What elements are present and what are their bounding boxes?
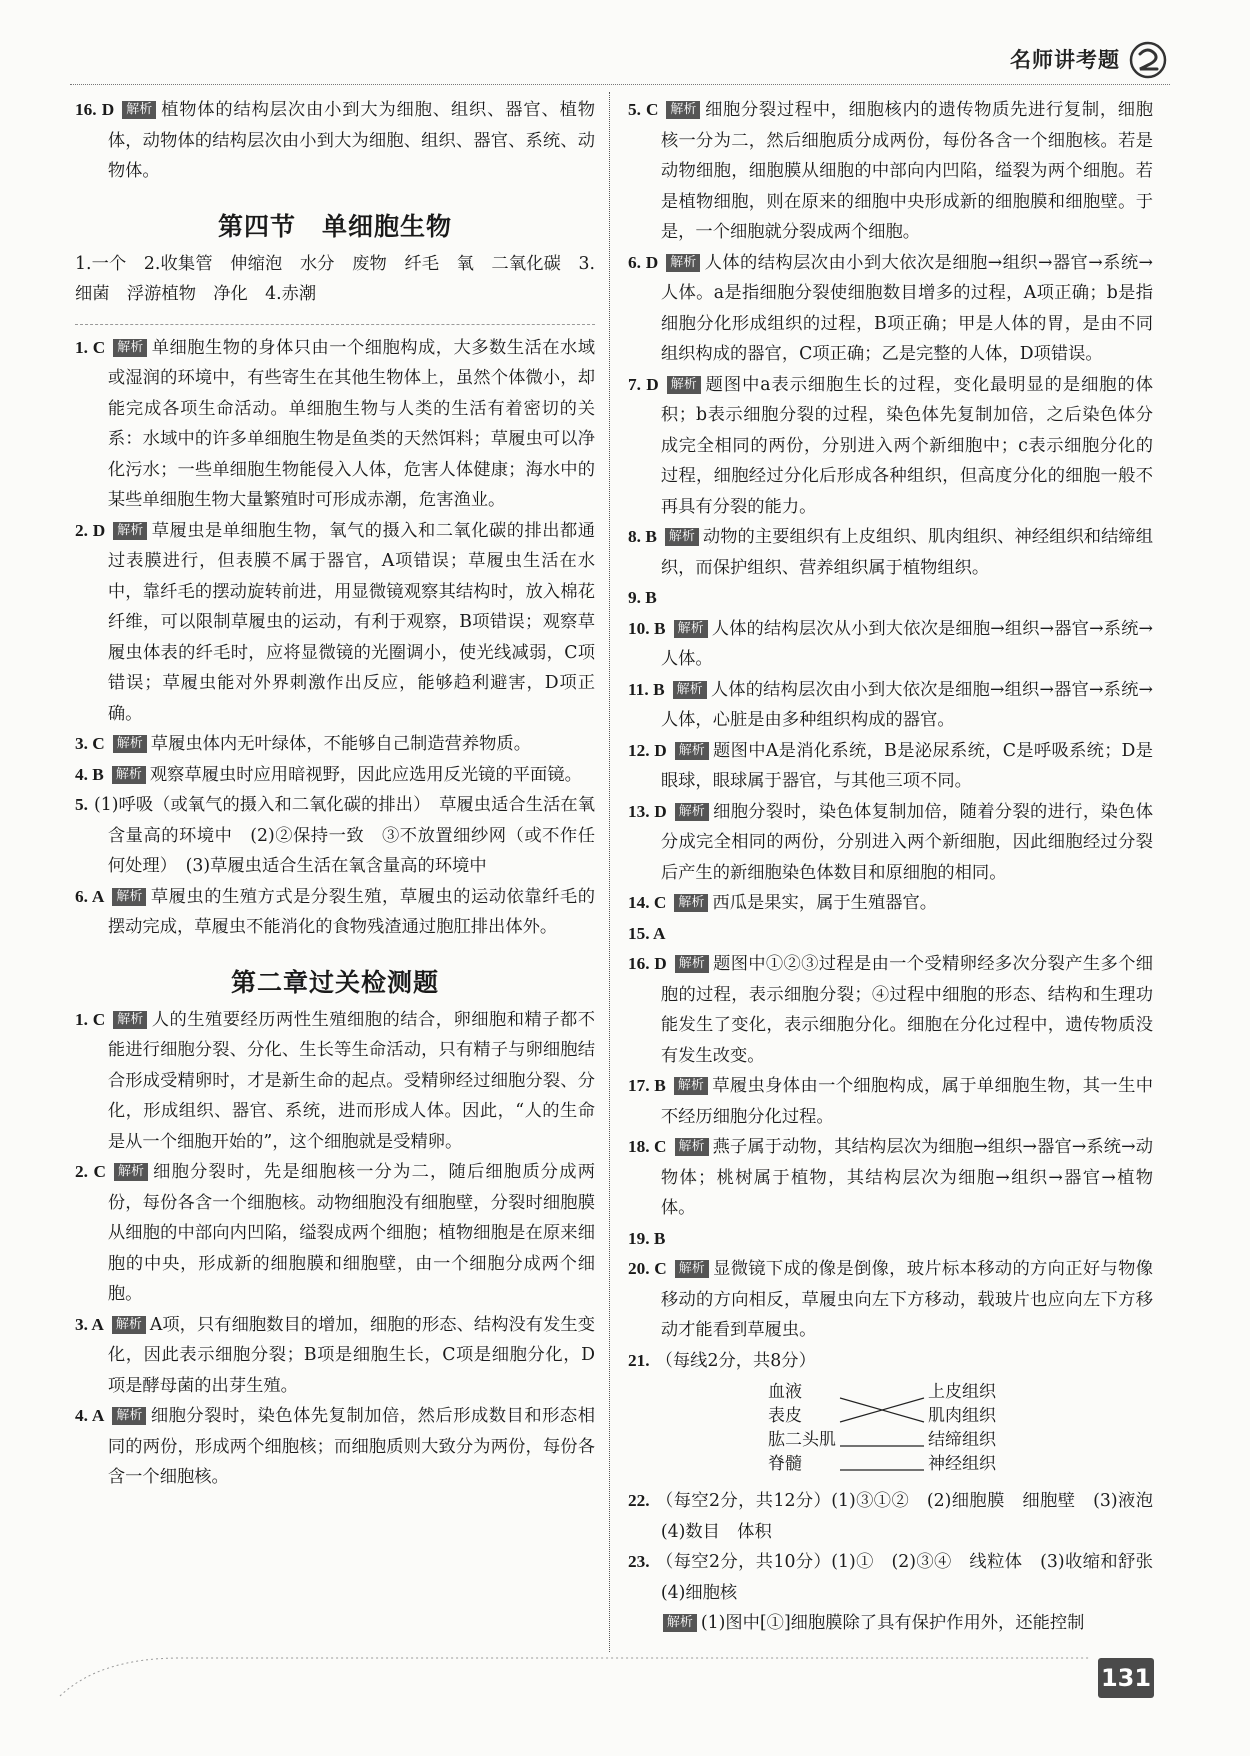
- analysis-tag: 解析: [675, 742, 709, 760]
- column-divider: [609, 92, 610, 1652]
- answer-item: 15. A: [628, 923, 666, 943]
- header-rule: [70, 84, 1170, 85]
- answer-item: 6. D 解析 人体的结构层次由小到大依次是细胞→组织→器官→系统→人体。a是指细胞分裂使细胞数目增多的过程，A项正确；b是指细胞分化形成组织的过程，B项正确；甲是人体的胃，是由不同组织构成的器官，C项正确；乙是完整的人体，D项错误。: [628, 252, 1154, 364]
- answer-item: 19. B: [628, 1228, 666, 1248]
- analysis-tag: 解析: [113, 522, 147, 540]
- analysis-tag: 解析: [675, 1138, 709, 1156]
- section-title: 第四节 单细胞生物: [217, 211, 452, 241]
- answer-item: 8. B 解析 动物的主要组织有上皮组织、肌肉组织、神经组织和结缔组织，而保护组织、营养组织属于植物组织。: [628, 527, 1153, 578]
- answer-item: 2. D 解析 草履虫是单细胞生物，氧气的摄入和二氧化碳的排出都通过表膜进行，但表膜不属于器官，A项错误；草履虫生活在水中，靠纤毛的摆动旋转前进，用显微镜观察其结构时，放入棉花纤维，可以限制草履虫的运动，有利于观察，B项错误；观察草履虫体表的纤毛时，应将显微镜的光圈调小，使光线减弱，C项错误；草履虫能对外界刺激作出反应，能够趋利避害，D项正确。: [75, 520, 595, 724]
- dashed-separator: [75, 324, 595, 325]
- analysis-tag: 解析: [122, 101, 156, 119]
- answer-item: 6. A 解析 草履虫的生殖方式是分裂生殖，草履虫的运动依靠纤毛的摆动完成，草履虫不能消化的食物残渣通过胞肛排出体外。: [75, 886, 595, 937]
- answer-item: 7. D 解析 题图中a表示细胞生长的过程，变化最明显的是细胞的体积；b表示细胞分裂的过程，染色体先复制加倍，之后染色体分成完全相同的两份，分别进入两个新细胞中；c表示细胞分化的过程，细胞经过分化后形成各种组织，但高度分化的细胞一般不再具有分裂的能力。: [628, 374, 1153, 517]
- analysis-tag: 解析: [113, 735, 147, 753]
- analysis-tag: 解析: [674, 1077, 708, 1095]
- answer-item: 17. B 解析 草履虫身体由一个细胞构成，属于单细胞生物，其一生中不经历细胞分化过程。: [628, 1076, 1153, 1127]
- analysis-tag: 解析: [674, 894, 708, 912]
- analysis-tag: 解析: [112, 766, 146, 784]
- page-number: 131: [1098, 1658, 1154, 1698]
- answer-item: 5. C 解析 细胞分裂过程中，细胞核内的遗传物质先进行复制，细胞核一分为二，然后细胞质分成两份，每份各含一个细胞核。若是动物细胞，细胞膜从细胞的中部向内凹陷，缢裂为两个细胞。若是植物细胞，则在原来的细胞中央形成新的细胞膜和细胞壁。于是，一个细胞就分裂成两个细胞。: [628, 100, 1153, 242]
- answer-item: 9. B: [628, 588, 657, 607]
- answer-item: 10. B 解析 人体的结构层次从小到大依次是细胞→组织→器官→系统→人体。: [628, 618, 1153, 669]
- answer-item: 4. B 解析 观察草履虫时应用暗视野，因此应选用反光镜的平面镜。: [75, 764, 582, 785]
- analysis-line: 解析 (1)图中[①]细胞膜除了具有保护作用外，还能控制: [628, 1608, 1153, 1639]
- answer-item: 16. D 解析 植物体的结构层次由小到大为细胞、组织、器官、植物体，动物体的结构层次由小到大为细胞、组织、器官、系统、动物体。: [75, 100, 595, 181]
- answer-item: 18. C 解析 燕子属于动物，其结构层次为细胞→组织→器官→系统→动物体；桃树属于植物，其结构层次为细胞→组织→器官→植物体。: [628, 1137, 1154, 1218]
- answer-item: 11. B 解析 人体的结构层次由小到大依次是细胞→组织→器官→系统→人体，心脏是由多种组织构成的器官。: [628, 679, 1154, 730]
- left-column: [75, 95, 595, 1676]
- answer-item: 3. A 解析 A项，只有细胞数目的增加，细胞的形态、结构没有发生变化，因此表示细胞分裂；B项是细胞生长，C项是细胞分化，D项是酵母菌的出芽生殖。: [75, 1314, 596, 1396]
- answer-item: 4. A 解析 细胞分裂时，染色体先复制加倍，然后形成数目和形态相同的两份，形成两个细胞核；而细胞质则大致分为两份，每份各含一个细胞核。: [75, 1406, 595, 1487]
- analysis-tag: 解析: [673, 681, 707, 699]
- matching-diagram: [628, 1378, 1153, 1486]
- analysis-tag: 解析: [667, 376, 701, 394]
- footer-decoration: [60, 1656, 1160, 1696]
- analysis-tag: 解析: [112, 888, 146, 906]
- answer-item: 3. C 解析 草履虫体内无叶绿体，不能够自己制造营养物质。: [75, 734, 531, 754]
- analysis-tag: 解析: [112, 1316, 146, 1334]
- answer-item: 1. C 解析 人的生殖要经历两性生殖细胞的结合，卵细胞和精子都不能进行细胞分裂、分化、生长等生命活动，只有精子与卵细胞结合形成受精卵时，才是新生命的起点。受精卵经过细胞分裂、分化，形成组织、器官、系统，进而形成人体。因此，“人的生命是从一个细胞开始的”，这个细胞就是受精卵。: [75, 1009, 595, 1152]
- match-right-list: 上皮组织 肌肉组织 结缔组织 神经组织: [928, 1382, 996, 1474]
- chapter-title: 第二章过关检测题: [230, 967, 439, 997]
- analysis-tag: 解析: [112, 1407, 146, 1425]
- answer-item: 12. D 解析 题图中A是消化系统，B是泌尿系统，C是呼吸系统；D是眼球，眼球属于器官，与其他三项不同。: [628, 740, 1153, 791]
- answer-item: 14. C 解析 西瓜是果实，属于生殖器官。: [628, 893, 938, 913]
- analysis-tag: 解析: [113, 1011, 147, 1029]
- answer-item: 22. （每空2分，共12分）(1)③①② (2)细胞膜 细胞壁 (3)液泡 (4)数目 体积: [628, 1491, 1171, 1542]
- analysis-tag: 解析: [666, 254, 700, 272]
- analysis-tag: 解析: [674, 620, 708, 638]
- analysis-tag: 解析: [675, 955, 709, 973]
- answer-item: 16. D 解析 题图中①②③过程是由一个受精卵经多次分裂产生多个细胞的过程，表示细胞分裂；④过程中细胞的形态、结构和生理功能发生了变化，表示细胞分化。细胞在分化过程中，遗传物质没有发生改变。: [628, 954, 1153, 1066]
- brand-title: 名师讲考题: [1010, 48, 1120, 72]
- analysis-tag: 解析: [675, 1260, 709, 1278]
- answer-item: 1. C 解析 单细胞生物的身体只由一个细胞构成，大多数生活在水域或湿润的环境中，有些寄生在其他生物体上，虽然个体微小，却能完成各项生命活动。单细胞生物与人类的生活有着密切的关系：水域中的许多单细胞生物是鱼类的天然饵料；草履虫可以净化污水；一些单细胞生物能侵入人体，危害人体健康；海水中的某些单细胞生物大量繁殖时可形成赤潮，危害渔业。: [75, 337, 595, 510]
- brand-logo-icon: [1126, 38, 1170, 82]
- right-column: [628, 95, 1171, 1676]
- match-lines: [838, 1386, 928, 1486]
- answer-item: 5. (1)呼吸（或氧气的摄入和二氧化碳的排出） 草履虫适合生活在氧含量高的环境中 (2)②保持一致 ③不放置细纱网（或不作任何处理） (3)草履虫适合生活在氧含量高的环境中: [75, 795, 595, 876]
- answer-item: 2. C 解析 细胞分裂时，先是细胞核一分为二，随后细胞质分成两份，每份各含一个细胞核。动物细胞没有细胞壁，分裂时细胞膜从细胞的中部向内凹陷，缢裂成两个细胞；植物细胞是在原来细胞的中央，形成新的细胞膜和细胞壁，由一个细胞分成两个细胞。: [75, 1162, 595, 1304]
- match-left-list: 血液 表皮 肱二头肌 脊髓: [768, 1382, 836, 1474]
- analysis-tag: 解析: [114, 1163, 148, 1181]
- header: [70, 40, 1170, 85]
- analysis-tag: 解析: [663, 1614, 697, 1632]
- answer-item: 23. （每空2分，共10分）(1)① (2)③④ 线粒体 (3)收缩和舒张 (4)细胞核: [628, 1552, 1171, 1603]
- analysis-tag: 解析: [665, 528, 699, 546]
- fill-answers: 1.一个 2.收集管 伸缩泡 水分 废物 纤毛 氧 二氧化碳 3.细菌 浮游植物 净化 4.赤潮: [75, 253, 595, 304]
- analysis-tag: 解析: [666, 101, 700, 119]
- answer-item: 20. C 解析 显微镜下成的像是倒像，玻片标本移动的方向正好与物像移动的方向相反，草履虫向左下方移动，载玻片也应向左下方移动才能看到草履虫。: [628, 1259, 1153, 1340]
- answer-item: 13. D 解析 细胞分裂时，染色体复制加倍，随着分裂的进行，染色体分成完全相同的两份，分别进入两个新细胞，因此细胞经过分裂后产生的新细胞染色体数目和原细胞的相同。: [628, 801, 1153, 883]
- analysis-tag: 解析: [675, 803, 709, 821]
- analysis-tag: 解析: [113, 339, 147, 357]
- answer-item: 21. （每线2分，共8分）: [628, 1350, 816, 1371]
